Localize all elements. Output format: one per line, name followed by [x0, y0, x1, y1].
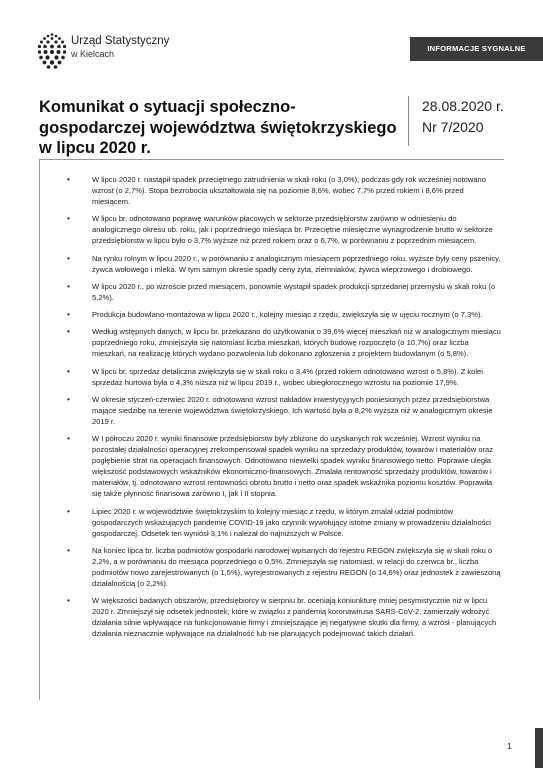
list-item-text: W okresie styczeń-czerwiec 2020 r. odnotowano wzrost nakładów inwestycyjnych poniesionych przez przedsiębiorstwa mające siedzibę na terenie województwa świętokrzyskiego. Ich wartość była o 8,2% wyższa niż w analogicznym okresie 2019 r.: [92, 395, 493, 427]
issue-number: Nr 7/2020: [422, 118, 484, 135]
bullet-icon: •: [67, 395, 70, 405]
list-item: [67, 433, 504, 499]
issue-meta: [422, 96, 504, 137]
list-item-text: W większości badanych obszarów, przedsiębiorcy w sierpniu br. oceniają koniunkturę mniej pesymistycznie niż w lipcu 2020 r. Zmniejszył się odsetek jednostek, które w związku z pandemią koronawirusa SARS-CoV-2, zamierzały wdrożyć działania silnie wpływające na funkcjonowanie firmy i zmniejszające jej negatywne skutki dla firmy, a wzrósł - planujących działania nieznacznie wpływające na działalność lub nie planujących podejmować takich działań.: [92, 596, 497, 639]
bullet-icon: •: [67, 175, 70, 184]
list-item-text: W lipcu br. odnotowano poprawę warunków płacowych w sektorze przedsiębiorstw zarówno w odniesieniu do analogicznego okresu ub. roku, jak i poprzedniego miesiąca br. Przeciętne miesięczne wynagrodzenie brutto w sektorze przedsiębiorstw w lipcu było o 3,7% wyższe niż przed rokiem oraz o 6,7%, w porównaniu z poprzednim miesiącem.: [92, 214, 493, 246]
list-item-text: Według wstępnych danych, w lipcu br. przekazano do użytkowania o 39,6% więcej mieszkań niż w analogicznym miesiącu poprzedniego roku, zmniejszyła się natomiast liczba mieszkań, których budowę rozpoczęto (o 10,7%) oraz liczba mieszkań, na realizację których wydano pozwolenia lub dokonano zgłoszenia z projektem budowlanym (o 5,8%).: [92, 327, 501, 359]
list-item: [67, 394, 504, 427]
list-item-text: W lipcu 2020 r., po wzroście przed miesiącem, ponownie wystąpił spadek produkcji sprzedanej przemysłu w skali roku (o 5,2%).: [92, 281, 496, 302]
list-item-text: Produkcja budowlano-montażowa w lipcu 2020 r., kolejny miesiąc z rzędu, zwiększyła się w ujęciu rocznym (o 7,3%).: [92, 310, 483, 320]
header-divider: [408, 96, 409, 146]
gus-logo: [37, 30, 170, 74]
bullet-list: [40, 160, 504, 639]
logo-name: Urząd Statystyczny: [71, 35, 170, 47]
page-title: Komunikat o sytuacji społeczno-gospodarczej województwa świętokrzyskiego w lipcu 2020 r.: [39, 98, 397, 157]
bullet-icon: •: [67, 253, 70, 263]
list-item: [67, 174, 504, 207]
list-item-text: W lipcu 2020 r. nastąpił spadek przeciętnego zatrudnienia w skali roku (o 3,0%), podczas gdy rok wcześniej notowano wzrost (o 2,7%). Stopa bezrobocia ukształtowała się na poziomie 8,6%, wobec 7,7% przed rokiem i 8,6% przed miesiącem.: [92, 175, 486, 206]
list-item: [67, 253, 504, 275]
corner-tab: [535, 728, 543, 768]
list-item: [67, 281, 504, 303]
list-item: [67, 366, 504, 388]
information-badge: INFORMACJE SYGNALNE: [410, 37, 543, 61]
bullet-icon: •: [67, 596, 70, 606]
bullet-icon: •: [67, 506, 70, 516]
list-item: [67, 545, 504, 589]
logo-subtitle: w Kielcach: [71, 49, 115, 59]
bullet-icon: •: [67, 214, 70, 224]
content-frame: [39, 160, 504, 700]
list-item-text: Lipiec 2020 r. w województwie świętokrzyskim to kolejny miesiąc z rzędu, w którym zmalał udział podmiotów gospodarczych wskazujących pandemię COVID-19 jako czynnik wywołujący istotne zmiany w prowadzeniu działalności gospodarczej. Odsetek ten wyniósł 3,1% i należał do najniższych w Polsce.: [92, 506, 491, 538]
bullet-icon: •: [67, 545, 70, 555]
list-item: [67, 309, 504, 320]
list-item: [67, 213, 504, 246]
list-item: [67, 326, 504, 359]
page-number: 1: [507, 741, 512, 751]
list-item-text: W I półroczu 2020 r. wyniki finansowe przedsiębiorstw były zbliżone do uzyskanych rok wcześniej. Wzrost wyniku na pozostałej działalności operacyjnej zrekompensował spadek wyniku na sprzedaży produktów, towarów i materiałów oraz pogłębienie strat na operacjach finansowych. Odnotowano niewielki spadek wyniku finansowego netto. Poprawie uległa większość podstawowych wskaźników ekonomiczno-finansowych. Zmalała rentowność sprzedaży produktów, towarów i materiałów, tj. odnotowano wzrost rentowności obrotu brutto i netto oraz spadek wskaźnika poziomu kosztów. Poprawiła się także płynność finansowa zarówno I, jak i II stopnia.: [92, 434, 494, 499]
bullet-icon: •: [67, 310, 70, 320]
gus-logo-icon: [37, 32, 67, 70]
bullet-icon: •: [67, 366, 70, 376]
bullet-icon: •: [67, 434, 70, 444]
list-item-text: Na rynku rolnym w lipcu 2020 r., w porównaniu z analogicznym miesiącem poprzedniego roku, wyższe były ceny pszenicy, żywca wołowego i mleka. W tym samym okresie spadły ceny żyta, ziemniaków, żywca wieprzowego i drobiowego.: [92, 253, 501, 274]
list-item-text: Na koniec lipca br. liczba podmiotów gospodarki narodowej wpisanych do rejestru REGON zwiększyła się w skali roku o 2,2%, a w porównaniu do miesiąca poprzedniego o 0,5%. Zmniejszyła się natomiast, w relacji do czerwca br., liczba podmiotów nowo zarejestrowanych (o 1,5%), wyrejestrowanych z rejestru REGON (o 14,6%) oraz jednostek z zawieszoną działalnością (o 2,2%).: [92, 545, 501, 588]
list-item: [67, 595, 504, 639]
bullet-icon: •: [67, 327, 70, 337]
list-item-text: W lipcu br. sprzedaż detaliczna zwiększyła się w skali roku o 3,4% (przed rokiem odnotowano wzrost o 5,8%). Z kolei sprzedaż hurtowa była o 4,3% niższa niż w lipcu 2019 r., wobec ubiegłorocznego wzrostu na poziomie 17,9%.: [92, 366, 483, 387]
bullet-icon: •: [67, 281, 70, 291]
list-item: [67, 506, 504, 539]
issue-date: 28.08.2020 r.: [422, 98, 504, 114]
